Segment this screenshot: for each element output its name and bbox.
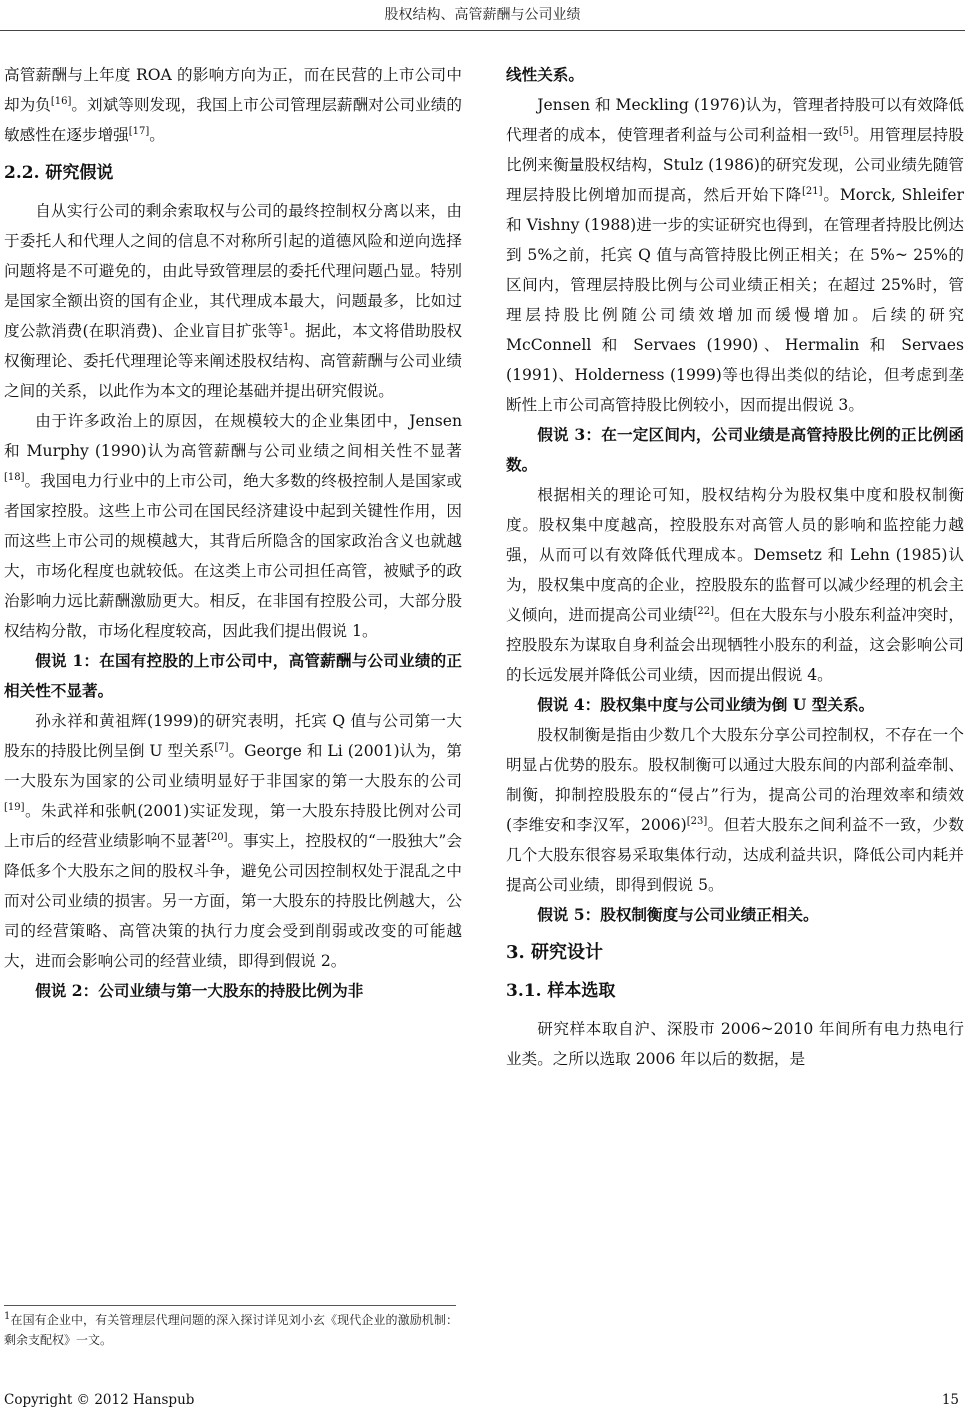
footnote-mark: 1 (283, 321, 290, 333)
citation: [17] (128, 125, 150, 137)
intro-paragraph: 高管薪酬与上年度 ROA 的影响方向为正，而在民营的上市公司中却为负[16]。刘斌等则发现，我国上市公司管理层薪酬对公司业绩的敏感性在逐步增强[17]。 (4, 66, 462, 144)
hypothesis-1: 假说 1：在国有控股的上市公司中，高管薪酬与公司业绩的正相关性不显著。 (4, 651, 462, 700)
footnote: $^1$在国有企业中，有关管理层代理问题的深入探讨详见刘小玄《现代企业的激励机制：剩余支配权》一文。 (4, 1311, 458, 1347)
body-paragraph: 自从实行公司的剩余索取权与公司的最终控制权分离以来，由于委托人和代理人之间的信息不对称所引起的道德风险和逆向选择问题将是不可避免的，由此导致管理层的委托代理问题凸显。特别是国家全额出资的国有企业，其代理成本最大，问题最多，比如过度公款消费(在职消费)、企业盲目扩张等$^1$。据此，本文将借助股权权衡理论、委托代理理论等来阐述股权结构、高管薪酬与公司业绩之间的关系，以此作为本文的理论基础并提出研究假说。 (4, 202, 462, 400)
body-paragraph: 孙永祥和黄祖辉(1999)的研究表明，托宾 Q 值与公司第一大股东的持股比例呈倒 U 型关系[7]。George 和 Li (2001)认为，第一大股东为国家的公司业绩明显好于非国家的第一大股东的公司[19]。朱武祥和张帆(2001)实证发现，第一大股东持股比例对公司上市后的经营业绩影响不显著[20]。事实上，控股权的“一股独大”会降低多个大股东之间的股权斗争，避免公司因控制权处于混乱之中而对公司业绩的损害。另一方面，第一大股东的持股比例越大，公司的经营策略、高管决策的执行力度会受到削弱或改变的可能越大，进而会影响公司的经营业绩，即得到假说 2。 (4, 712, 462, 970)
citation: [5] (838, 125, 854, 137)
citation: [16] (50, 95, 72, 107)
citation: [20] (206, 831, 228, 843)
citation: [22] (693, 605, 715, 617)
section-heading-3-1: 3.1. 样本选取 (506, 981, 616, 1001)
footnote-rule (4, 1305, 456, 1306)
section-heading-2-2: 2.2. 研究假说 (4, 163, 114, 183)
body-paragraph: 股权制衡是指由少数几个大股东分享公司控制权，不存在一个明显占优势的股东。股权制衡可以通过大股东间的内部利益牵制、制衡，抑制控股股东的“侵占”行为，提高公司的治理效率和绩效(李维安和李汉军，2006)[23]。但若大股东之间利益不一致，少数几个大股东很容易采取集体行动，达成利益共识，降低公司内耗并提高公司业绩，即得到假说 5。 (506, 726, 964, 894)
running-title: 股权结构、高管薪酬与公司业绩 (384, 7, 581, 23)
hypothesis-2-start: 假说 2：公司业绩与第一大股东的持股比例为非 (35, 981, 364, 1000)
citation: [18] (4, 471, 25, 483)
hypothesis-4: 假说 4：股权集中度与公司业绩为倒 U 型关系。 (537, 695, 875, 714)
citation: [19] (4, 801, 25, 813)
section-heading-3: 3. 研究设计 (506, 942, 604, 963)
hypothesis-5: 假说 5：股权制衡度与公司业绩正相关。 (537, 905, 819, 924)
hypothesis-2-end: 线性关系。 (506, 65, 584, 84)
citation: [21] (802, 185, 823, 197)
body-paragraph: 根据相关的理论可知，股权结构分为股权集中度和股权制衡度。股权集中度越高，控股股东对高管人员的影响和监控能力越强，从而可以有效降低代理成本。Demsetz 和 Lehn (1985)认为，股权集中度高的企业，控股股东的监督可以减少经理的机会主义倾向，进而提高公司业绩[22]。但在大股东与小股东利益冲突时，控股股东为谋取自身利益会出现牺牲小股东的利益，这会影响公司的长远发展并降低公司业绩，因而提出假说 4。 (506, 486, 964, 684)
body-paragraph: Jensen 和 Meckling (1976)认为，管理者持股可以有效降低代理者的成本，使管理者利益与公司利益相一致[5]。用管理层持股比例来衡量股权结构，Stulz (1986)的研究发现，公司业绩先随管理层持股比例增加而提高，然后开始下降[21]。Morck, Shleifer 和 Vishny (1988)进一步的实证研究也得到，在管理者持股比例达到 5%之前，托宾 Q 值与高管持股比例正相关；在 5%~ 25%的区间内，管理层持股比例与公司业绩正相关；在超过 25%时，管理层持股比例随公司绩效增加而缓慢增加。后续的研究 McConnell 和 Servaes (1990)、Hermalin 和 Servaes (1991)、Holderness (1999)等也得出类似的结论，但考虑到垄断性上市公司高管持股比例较小，因而提出假说 3。 (506, 96, 964, 414)
hypothesis-3: 假说 3：在一定区间内，公司业绩是高管持股比例的正比例函数。 (506, 425, 964, 474)
header-rule (0, 30, 965, 31)
citation: [7] (214, 741, 229, 753)
body-paragraph: 研究样本取自沪、深股市 2006~2010 年间所有电力热电行业类。之所以选取 2006 年以后的数据，是 (506, 1020, 964, 1068)
left-column (4, 60, 462, 1006)
footnote-mark: 1 (4, 1311, 11, 1322)
body-paragraph: 由于许多政治上的原因，在规模较大的企业集团中，Jensen 和 Murphy (1990)认为高管薪酬与公司业绩之间相关性不显著[18]。我国电力行业中的上市公司，绝大多数的终极控制人是国家或者国家控股。这些上市公司在国民经济建设中起到关键性作用，因而这些上市公司的规模越大，其背后所隐含的国家政治含义也就越大，市场化程度也就较低。在这类上市公司担任高管，被赋予的政治影响力远比薪酬激励更大。相反，在非国有控股公司，大部分股权结构分散，市场化程度较高，因此我们提出假说 1。 (4, 412, 462, 640)
right-column (506, 60, 964, 1074)
citation: [23] (686, 815, 708, 827)
copyright: Copyright © 2012 Hanspub (4, 1392, 195, 1408)
page-number: 15 (941, 1392, 959, 1408)
